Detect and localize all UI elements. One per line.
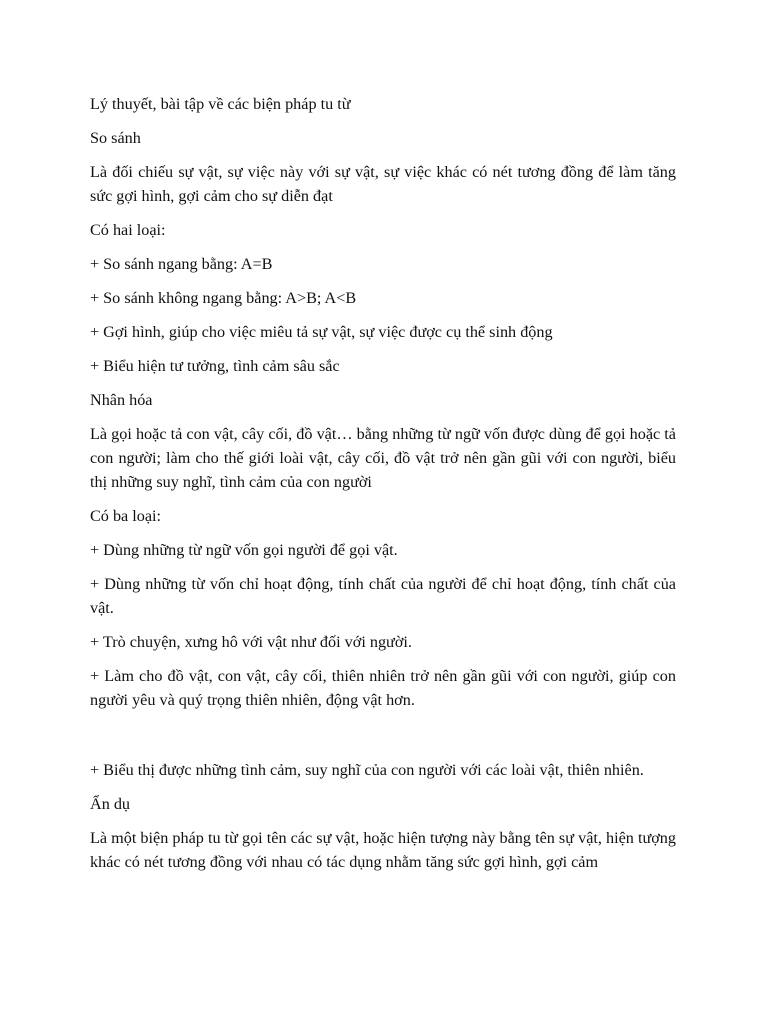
list-item: + Biểu hiện tư tưởng, tình cảm sâu sắc bbox=[90, 357, 340, 375]
document-title: Lý thuyết, bài tập về các biện pháp tu từ bbox=[90, 95, 351, 113]
list-item: + Gợi hình, giúp cho việc miêu tả sự vật, sự việc được cụ thể sinh động bbox=[90, 323, 553, 341]
so-sanh-types-intro: Có hai loại: bbox=[90, 221, 166, 239]
list-item: + Biểu thị được những tình cảm, suy nghĩ của con người với các loài vật, thiên nhiên. bbox=[90, 761, 644, 779]
list-item: + Trò chuyện, xưng hô với vật như đối với người. bbox=[90, 633, 412, 651]
nhan-hoa-definition: Là gọi hoặc tả con vật, cây cối, đồ vật… bằng những từ ngữ vốn được dùng để gọi hoặc tả con người; làm cho thế giới loài vật, cây cối, đồ vật trở nên gần gũi với con người, biểu thị những suy nghĩ, tình cảm của con người bbox=[90, 425, 676, 491]
list-item: + So sánh ngang bằng: A=B bbox=[90, 255, 273, 273]
section-heading-an-du: Ẩn dụ bbox=[90, 795, 131, 813]
nhan-hoa-types-intro: Có ba loại: bbox=[90, 507, 162, 525]
list-item: + So sánh không ngang bằng: A>B; A<B bbox=[90, 289, 357, 307]
list-item: + Làm cho đồ vật, con vật, cây cối, thiên nhiên trở nên gần gũi với con người, giúp con người yêu và quý trọng thiên nhiên, động vật hơn. bbox=[90, 667, 676, 709]
blank-line bbox=[90, 722, 676, 758]
section-heading-nhan-hoa: Nhân hóa bbox=[90, 391, 153, 409]
list-item: + Dùng những từ ngữ vốn gọi người để gọi vật. bbox=[90, 541, 398, 559]
document-page bbox=[90, 92, 676, 884]
so-sanh-definition: Là đối chiếu sự vật, sự việc này với sự vật, sự việc khác có nét tương đồng để làm tăng sức gợi hình, gợi cảm cho sự diễn đạt bbox=[90, 163, 676, 205]
list-item: + Dùng những từ vốn chỉ hoạt động, tính chất của người để chỉ hoạt động, tính chất của vật. bbox=[90, 575, 676, 617]
section-heading-so-sanh: So sánh bbox=[90, 129, 141, 147]
an-du-definition: Là một biện pháp tu từ gọi tên các sự vật, hoặc hiện tượng này bằng tên sự vật, hiện tượng khác có nét tương đồng với nhau có tác dụng nhằm tăng sức gợi hình, gợi cảm bbox=[90, 829, 676, 871]
